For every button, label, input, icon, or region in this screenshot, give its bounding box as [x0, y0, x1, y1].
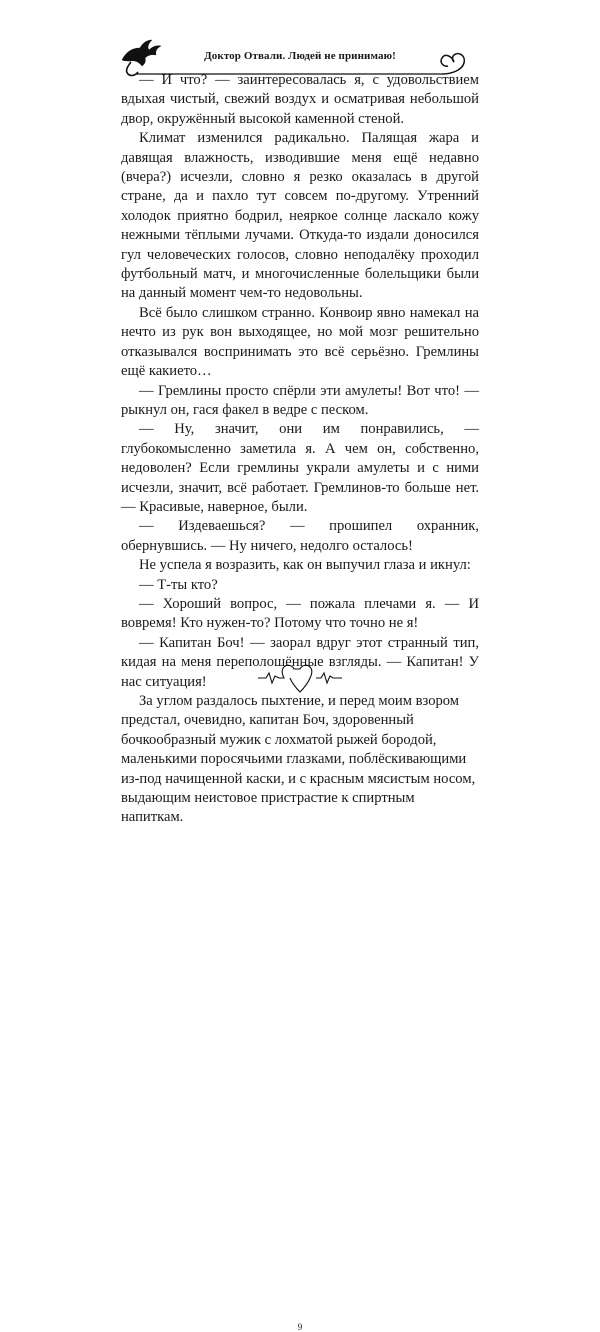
- paragraph: — Хороший вопрос, — пожала плечами я. — И вовремя! Кто нужен-то? Потому что точно не я!: [121, 595, 479, 632]
- paragraph: Климат изменился радикально. Палящая жара и давящая влажность, изводившие меня ещё недавно (вчера?) исчезли, словно я резко оказалась в другой стране, да и пахло тут совсем по-другому. Утренний холодок приятно бодрил, неяркое солнце ласкало кожу нежными тёплыми лучами. Откуда-то издали доносился гул человеческих голосов, словно неподалёку проходил футбольный матч, и многочисленные болельщики были на данный момент чем-то недовольны.: [121, 130, 479, 302]
- paragraph: — Ну, значит, они им понравились, — глубокомысленно заметила я. А чем он, собственно, недоволен? Если гремлины украли амулеты и с ними исчезли, значит, всё работает. Гремлинов-то больше нет. — Красивые, наверное, были.: [121, 421, 479, 515]
- paragraph: — Капитан Боч! — заорал вдруг этот странный тип, кидая на меня переполошённые взгляды. — Капитан! У нас ситуация!: [121, 634, 479, 690]
- paragraph: — Издеваешься? — прошипел охранник, обернувшись. — Ну ничего, недолго осталось!: [121, 518, 479, 554]
- page-number: 9: [297, 1322, 303, 1332]
- paragraph: — Гремлины просто спёрли эти амулеты! Вот что! — рыкнул он, гася факел в ведре с песком.: [121, 382, 479, 418]
- page-body-text: [121, 71, 479, 828]
- paragraph: — И что? — заинтересовалась я, с удовольствием вдыхая чистый, свежий воздух и осматривая небольшой двор, окружённый высокой каменной стеной.: [121, 72, 479, 127]
- paragraph: Всё было слишком странно. Конвоир явно намекал на нечто из рук вон выходящее, но мой мозг решительно отказывался воспринимать это всё серьёзно. Гремлины ещё какието…: [121, 304, 479, 380]
- heartbeat-heart-icon: [0, 640, 600, 700]
- paragraph: — Т-ты кто?: [139, 576, 218, 593]
- paragraph: За углом раздалось пыхтение, и перед моим взором предстал, очевидно, капитан Боч, здоровенный бочкообразный мужик с лохматой рыжей бородой, маленькими поросячьими глазками, поблёскивающими из-под начищенной каски, и с красным мясистым носом, выдающим неистовое пристрастие к спиртным напиткам.: [121, 693, 476, 826]
- paragraph: Не успела я возразить, как он выпучил глаза и икнул:: [139, 557, 471, 574]
- header-title: Доктор Отвали. Людей не принимаю!: [204, 50, 396, 62]
